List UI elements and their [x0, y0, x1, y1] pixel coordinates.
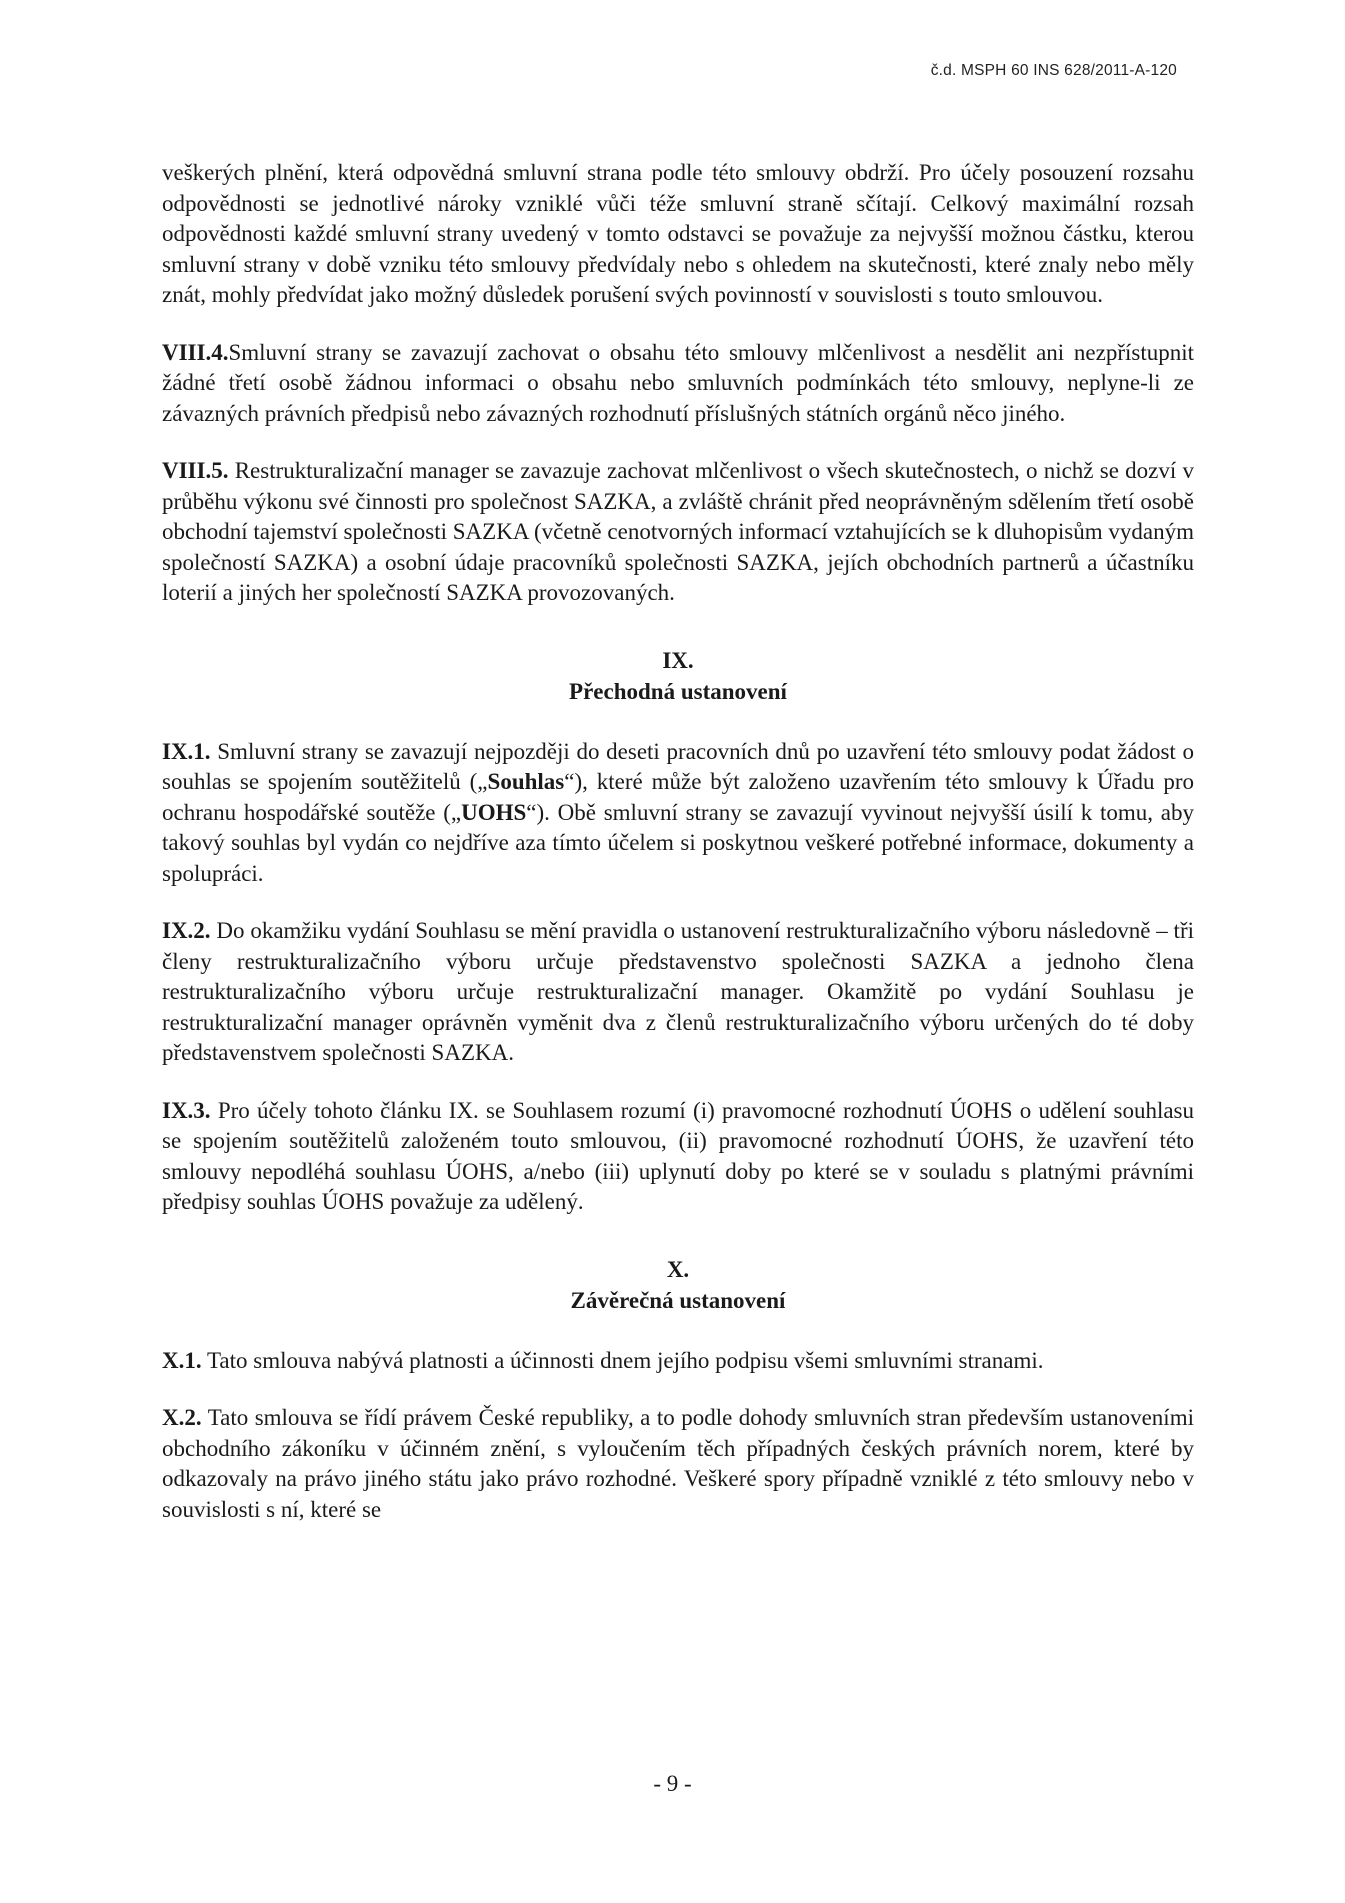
clause-number: IX.1.	[162, 738, 211, 764]
clause-text: Restrukturalizační manager se zavazuje zachovat mlčenlivost o všech skutečnostech, o nichž se dozví v průběhu výkonu své činnosti pro společnost SAZKA, a zvláště chránit před neoprávněným sdělením třetí osobě obchodní tajemství společnosti SAZKA (včetně cenotvorných informací vztahujících se k dluhopisům vydaným společností SAZKA) a osobní údaje pracovníků společnosti SAZKA, jejích obchodních partnerů a účastníku loterií a jiných her společností SAZKA provozovaných.	[162, 458, 1194, 605]
document-reference: č.d. MSPH 60 INS 628/2011-A-120	[930, 62, 1177, 79]
section-title: Přechodná ustanovení	[569, 678, 787, 704]
defined-term-souhlas: Souhlas	[487, 769, 565, 794]
section-title: Závěrečná ustanovení	[570, 1287, 786, 1313]
clause-number: X.1.	[162, 1347, 202, 1373]
clause-ix-1	[162, 737, 1194, 890]
defined-term-uohs: UOHS	[461, 799, 527, 825]
clause-x-1	[162, 1346, 1194, 1377]
section-heading-x	[162, 1254, 1194, 1316]
section-heading-ix	[162, 645, 1194, 707]
document-body	[162, 158, 1194, 1525]
clause-text: Tato smlouva se řídí právem České republiky, a to podle dohody smluvních stran především ustanoveními obchodního zákoníku v účinném znění, s vyloučením těch případných českých právních norem, které by odkazovaly na právo jiného státu jako právo rozhodné. Veškeré spory případně vzniklé z této smlouvy nebo v souvislosti s ní, které se	[162, 1405, 1194, 1522]
clause-text: Pro účely tohoto článku IX. se Souhlasem rozumí (i) pravomocné rozhodnutí ÚOHS o udělení souhlasu se spojením soutěžitelů založeném touto smlouvou, (ii) pravomocné rozhodnutí ÚOHS, že uzavření této smlouvy nepodléhá souhlasu ÚOHS, a/nebo (iii) uplynutí doby po které se v souladu s platnými právními předpisy souhlas ÚOHS považuje za udělený.	[162, 1097, 1194, 1214]
clause-text: Do okamžiku vydání Souhlasu se mění pravidla o ustanovení restrukturalizačního výboru následovně – tři členy restrukturalizačního výboru určuje představenstvo společnosti SAZKA a jednoho člena restrukturalizačního výboru určuje restrukturalizační manager. Okamžitě po vydání Souhlasu je restrukturalizační manager oprávněn vyměnit dva z členů restrukturalizačního výboru určených do té doby představenstvem společnosti SAZKA.	[162, 918, 1194, 1065]
clause-number: X.2.	[162, 1405, 202, 1430]
continuation-text: veškerých plnění, která odpovědná smluvní strana podle této smlouvy obdrží. Pro účely posouzení rozsahu odpovědnosti se jednotlivé nároky vzniklé vůči téže smluvní straně sčítají. Celkový maximální rozsah odpovědnosti každé smluvní strany uvedený v tomto odstavci se považuje za nejvyšší možnou částku, kterou smluvní strany v době vzniku této smlouvy předvídaly nebo s ohledem na skutečnosti, které znaly nebo měly znát, mohly předvídat jako možný důsledek porušení svých povinností v souvislosti s touto smlouvou.	[162, 160, 1194, 307]
clause-text: Tato smlouva nabývá platnosti a účinnosti dnem jejího podpisu všemi smluvními stranami.	[206, 1347, 1044, 1373]
clause-text: “), které může být založeno uzavřením této smlouvy k Úřadu pro ochranu hospodářské soutěže („	[162, 769, 1194, 825]
continuation-paragraph	[162, 158, 1194, 311]
clause-ix-2	[162, 916, 1194, 1069]
page-number: - 9 -	[653, 1771, 692, 1796]
clause-ix-3	[162, 1096, 1194, 1218]
clause-number: IX.2.	[162, 918, 211, 943]
clause-viii-5	[162, 456, 1194, 609]
section-numeral: X.	[666, 1256, 690, 1282]
clause-number: VIII.5.	[162, 458, 229, 483]
clause-number: IX.3.	[162, 1097, 211, 1123]
clause-number: VIII.4.	[162, 339, 229, 365]
clause-viii-4	[162, 338, 1194, 430]
clause-text: Smluvní strany se zavazují nejpozději do deseti pracovních dnů po uzavření této smlouvy podat žádost o souhlas se spojením soutěžitelů („	[162, 738, 1194, 794]
clause-text: Smluvní strany se zavazují zachovat o obsahu této smlouvy mlčenlivost a nesdělit ani nezpřístupnit žádné třetí osobě žádnou informaci o obsahu nebo smluvních podmínkách této smlouvy, neplyne-li ze závazných právních předpisů nebo závazných rozhodnutí příslušných státních orgánů něco jiného.	[162, 339, 1194, 426]
clause-x-2	[162, 1403, 1194, 1525]
clause-text: “). Obě smluvní strany se zavazují vyvinout nejvyšší úsilí k tomu, aby takový souhlas byl vydán co nejdříve aza tímto účelem si poskytnou veškeré potřebné informace, dokumenty a spolupráci.	[162, 799, 1194, 886]
section-numeral: IX.	[662, 647, 694, 673]
